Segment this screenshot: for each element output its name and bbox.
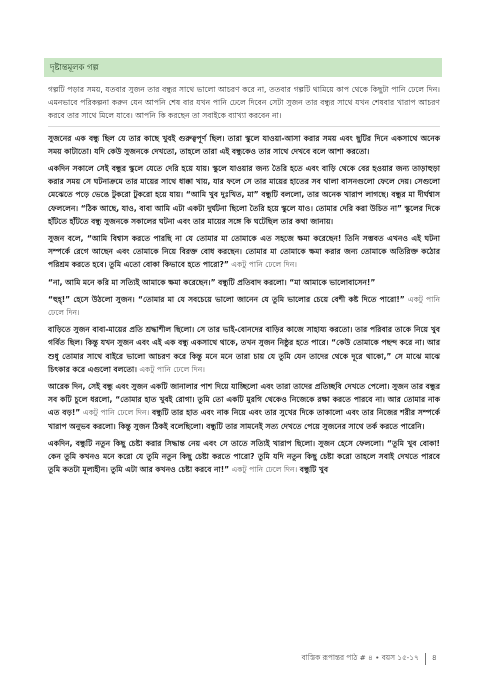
section-header bbox=[44, 58, 442, 77]
footer-divider bbox=[425, 653, 426, 665]
footer-label: বাস্তিক রূপান্তর পাঠ # ৪ • বয়স ১৫-১৭ bbox=[301, 652, 419, 662]
paragraph-text: “হুহ্‌!” হেসে উঠলো সুজন। “তোমার মা যে সবচেয়ে ভালো জানেন যে তুমি ভালোর চেয়ে বেশী কষ্ট দিতে পারো!” bbox=[48, 294, 405, 304]
story-paragraph-4 bbox=[48, 276, 440, 289]
story-paragraph-5 bbox=[48, 293, 440, 319]
story-paragraph-3 bbox=[48, 232, 440, 272]
story-paragraph-6 bbox=[48, 323, 440, 376]
pour-water-note: একটু পানি ঢেলে দিন। bbox=[136, 364, 205, 374]
page-number: ৪ bbox=[431, 653, 437, 662]
divider bbox=[48, 126, 440, 127]
paragraph-text: একদিন, বন্ধুটি নতুন কিছু চেষ্টা করার সিদ্ধান্ত নেয় এবং সে তাতে সত্যিই খারাপ ছিলো। সুজন হেসে ফেললো। “তুমি খুব বোকা! কেন তুমি কখনও মনে করো যে তুমি নতুন কিছু চেষ্টা করতে পারো? তুমি যদি নতুন কিছু চেষ্টা করো তাহলে সবাই দেখতে পারবে তুমি কতটা মূল্যহীন। তুমি এটা আর কখনও চেষ্টা করবে না!” bbox=[48, 438, 440, 475]
page-footer bbox=[302, 652, 437, 665]
story-body bbox=[48, 83, 440, 480]
paragraph-text: সুজনের এক বন্ধু ছিল যে তার কাছে খুবই গুরুত্বপূর্ণ ছিল। তারা স্কুলে যাওয়া-আসা করার সময় এবং ছুটির দিনে একসাথে অনেক সময় কাটাতো। যদি কেউ সুজনকে দেখতো, তাহলে তারা এই বন্ধুকেও তার সাথে দেখবে বলে আশা করতো। bbox=[48, 133, 440, 156]
story-paragraph-8 bbox=[48, 437, 440, 477]
paragraph-text-continued: বন্ধুটি খুব bbox=[297, 465, 329, 475]
paragraph-text: “না, আমি মনে করি মা সত্যিই আমাকে ক্ষমা করেছেন।” বন্ধুটি প্রতিবাদ করলো। “মা আমাকে ভালোবাসেন!” bbox=[48, 277, 376, 287]
intro-instruction bbox=[48, 83, 440, 123]
paragraph-text: একদিন সকালে সেই বন্ধুর স্কুলে যেতে দেরি হয়ে যায়। স্কুলে যাওয়ার জন্য তৈরি হতে এবং বাড়ি থেকে বের হওয়ার জন্য তাড়াহুড়া করার সময় সে ঘটনাক্রমে তার মায়ের সাথে ধাক্কা খায়, যার ফলে সে তার মায়ের হাতের সব থালা বাসনগুলো ফেলে দেয়। সেগুলো মেঝেতে পড়ে ভেঙে টুকরো টুকরো হয়ে যায়। “আমি খুব দুঃখিত, মা” বন্ধুটি বললো, তার অনেক খারাপ লাগছে। বন্ধুর মা দীর্ঘশ্বাস ফেললেন। “ঠিক আছে, যাও, বাবা আমি এটা একটা দুর্ঘটনা ছিলো তৈরি হয়ে স্কুলে যাও। তোমার দেরি করা উচিত না” স্কুলের দিকে হাঁটতে হাঁটতে বন্ধু সুজনকে সকালের ঘটনা এবং তার মায়ের সঙ্গে কি ঘটেছিল তার কথা জানায়। bbox=[48, 164, 440, 226]
story-paragraph-7 bbox=[48, 380, 440, 433]
paragraph-text: সুজন বলে, “আমি বিশ্বাস করতে পারছি না যে তোমার মা তোমাকে এত সহজে ক্ষমা করেছেন! তিনি সম্ভবত এখনও এই ঘটনা সম্পর্কে রেগে আছেন এবং তোমাকে নিয়ে বিরক্ত বোধ করছেন। তোমার মা তোমাকে ক্ষমা করার জন্য তোমাকে অতিরিক্ত কঠোর পরিশ্রম করতে হবে। তুমি এতো বোকা কিভাবে হতে পারো?” bbox=[48, 234, 440, 270]
intro-text: গল্পটি পড়ার সময়, যতবার সুজন তার বন্ধুর সাথে ভালো আচরণ করে না, ততবার গল্পটি থামিয়ে কাপ থেকে কিছুটা পানি ঢেলে দিন। এমনভাবে পরিকল্পনা করুন যেন আপনি শেষ বার যখন পানি ঢেলে দিবেন সেটা সুজন তার বন্ধুর সাথে যখন শেষবার খারাপ আচরণ করবে তার সাথে মিলে যাবে। আপনি কি করছেন তা সবাইকে ব্যাখ্যা করবেন না। bbox=[48, 85, 440, 121]
pour-water-note: একটু পানি ঢেলে দিন। bbox=[228, 260, 297, 270]
pour-water-note: একটু পানি ঢেলে দিন। bbox=[48, 294, 441, 318]
story-paragraph-2 bbox=[48, 162, 440, 228]
paragraph-text-continued: বন্ধুটি তার হাত এবং নাক নিয়ে এবং তার সুখের দিকে তাকালো এবং তার নিজের শরীর সম্পর্কে খারাপ অনুভব করলো। কিন্তু সুজন ঠিকই বলেছিলো। বন্ধুটি তার সামনেই সত্য দেখতে পেয়ে সুজনের সাথে তর্ক করতে পারেনি। bbox=[48, 408, 440, 431]
pour-water-note: একটু পানি ঢেলে দিন। bbox=[229, 465, 298, 475]
section-title: দৃষ্টান্তমূলক গল্প bbox=[50, 62, 99, 72]
paragraph-text: আরেক দিন, সেই বন্ধু এবং সুজন একটি জানালার পাশ দিয়ে যাচ্ছিলো এবং তারা তাদের প্রতিচ্ছবি দেখতে পেলো। সুজন তার বন্ধুর সব কটি চুলে ধরলো, “তোমার হাত খুবই রোগা। তুমি তো একটি মুরগি থেকেও নিজেকে রক্ষা করতে পারবে না। আর তোমার নাক এত বড়!” bbox=[48, 382, 440, 418]
pour-water-note: একটু পানি ঢেলে দিন। bbox=[80, 408, 150, 418]
paragraph-text: বাড়িতে সুজন বাবা-মায়ের প্রতি শ্রদ্ধাশীল ছিলো। সে তার ভাই-বোনদের বাড়ির কাজে সাহায্য করতো। তার পরিবার তাকে নিয়ে খুব গর্বিত ছিল। কিন্তু যখন সুজন এবং এই এক বন্ধু একসাথে থাকে, তখন সুজন নিষ্ঠুর হতে পারে। “কেউ তোমাকে পছন্দ করে না। আর শুধু তোমার সাথে বাইরে ভালো আচরণ করে কিন্তু মনে মনে তারা চায় যে তুমি যেন তাদের থেকে দূরে থাকো,” সে মাঝে মাঝে চিৎকার করে এগুলো বলতো। bbox=[48, 325, 440, 374]
story-paragraph-1 bbox=[48, 132, 440, 158]
